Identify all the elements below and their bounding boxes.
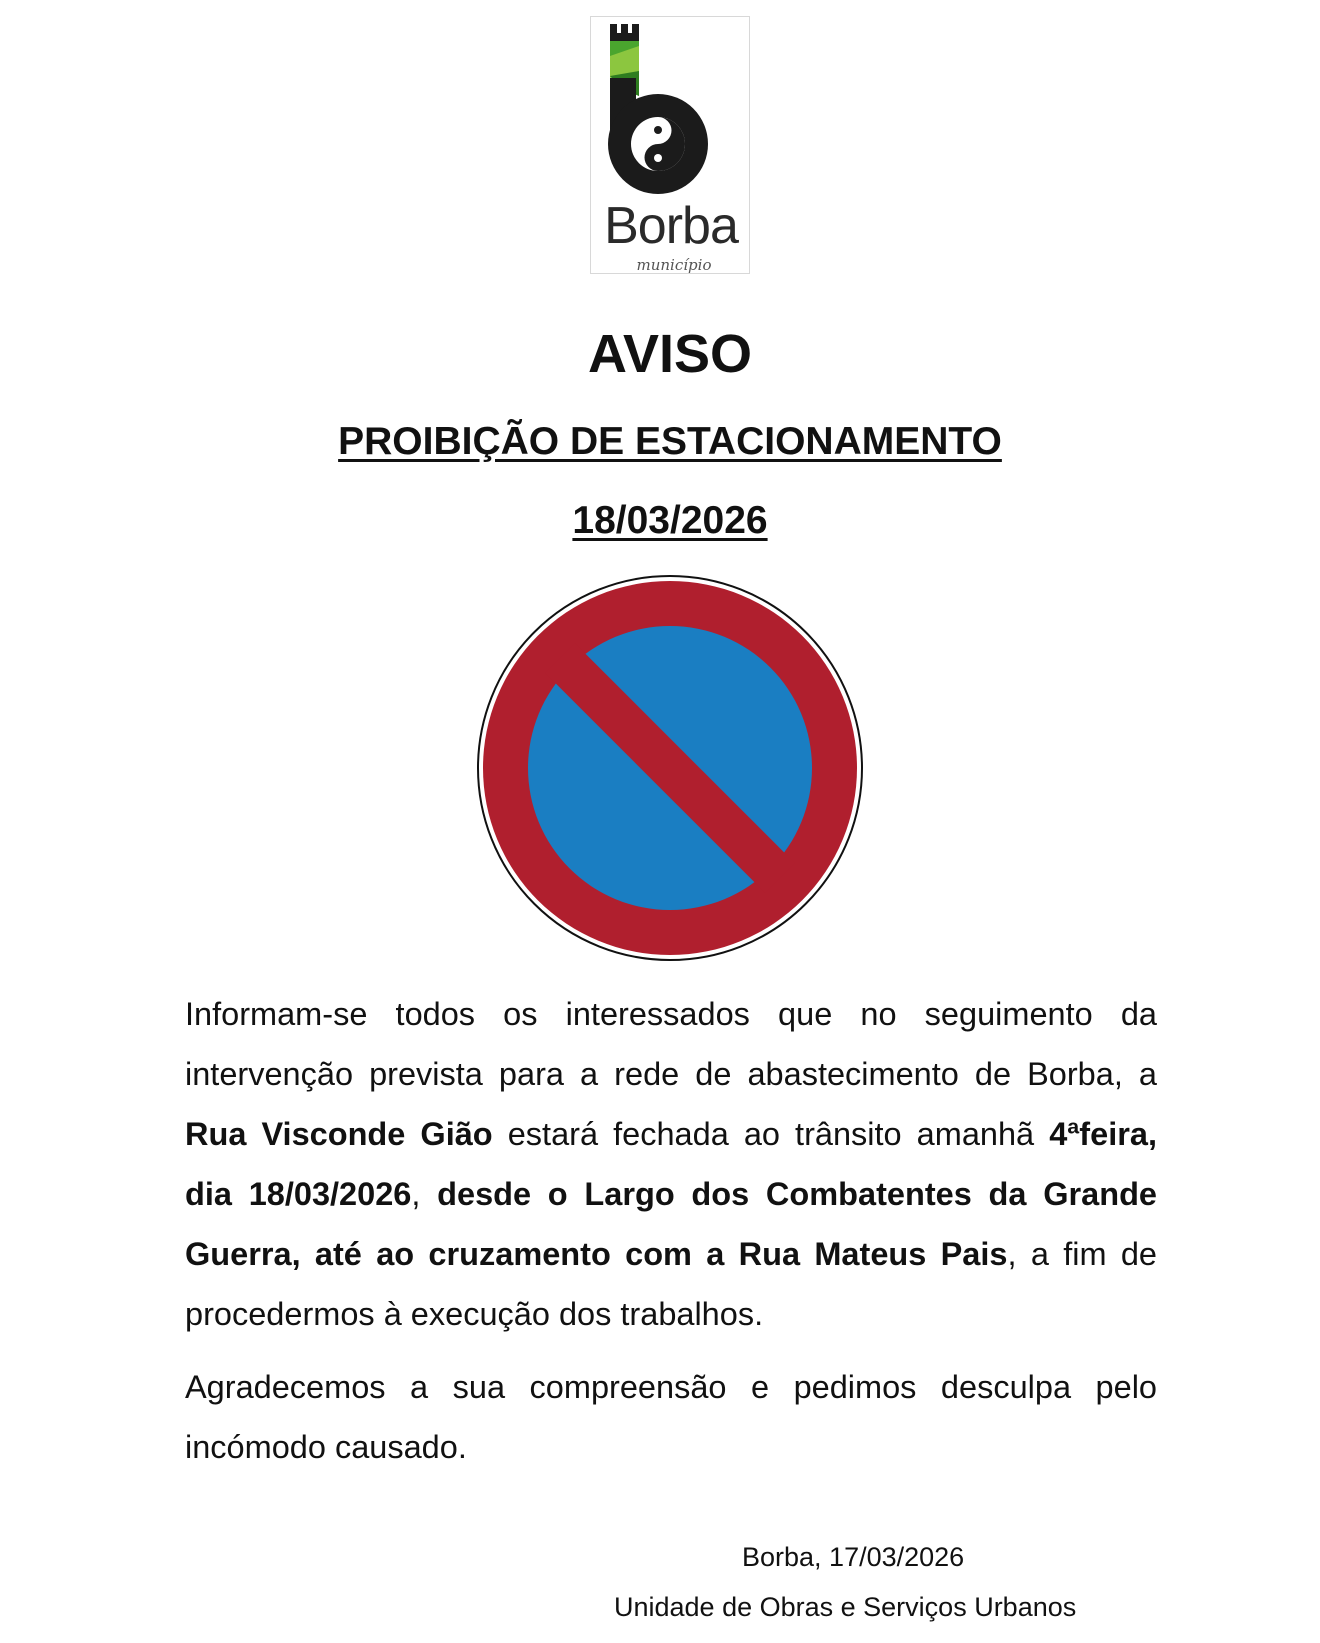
notice-body [185,984,1157,1344]
logo-subtitle: município [636,256,712,274]
apology-text: Agradecemos a sua compreensão e pedimos desculpa pelo incómodo causado. [185,1369,1157,1465]
signature-place-date: Borba, 17/03/2026 [742,1542,965,1572]
borba-emblem-icon [590,16,750,206]
municipality-logo [590,16,750,274]
no-parking-sign-icon [476,574,864,962]
body-text-1: Informam-se todos os interessados que no seguimento da intervenção prevista para a rede de abastecimento de Borba, a [185,996,1157,1092]
closure-section: desde o Largo dos Combatentes da Grande Guerra, até ao cruzamento com a Rua Mateus Pais [185,1176,1157,1272]
notice-subtitle: PROIBIÇÃO DE ESTACIONAMENTO [338,420,1002,463]
signature-unit: Unidade de Obras e Serviços Urbanos [614,1592,1077,1622]
closure-date: 4ªfeira, dia 18/03/2026 [185,1116,1157,1212]
body-text-2: estará fechada ao trânsito amanhã [492,1116,1050,1152]
logo-name: Borba [604,197,738,255]
body-text-4: , a fim de procedermos à execução dos trabalhos. [185,1236,1157,1332]
body-text-3: , [411,1176,438,1212]
street-name: Rua Visconde Gião [185,1116,493,1152]
notice-date: 18/03/2026 [572,499,768,542]
notice-title: AVISO [587,324,753,384]
